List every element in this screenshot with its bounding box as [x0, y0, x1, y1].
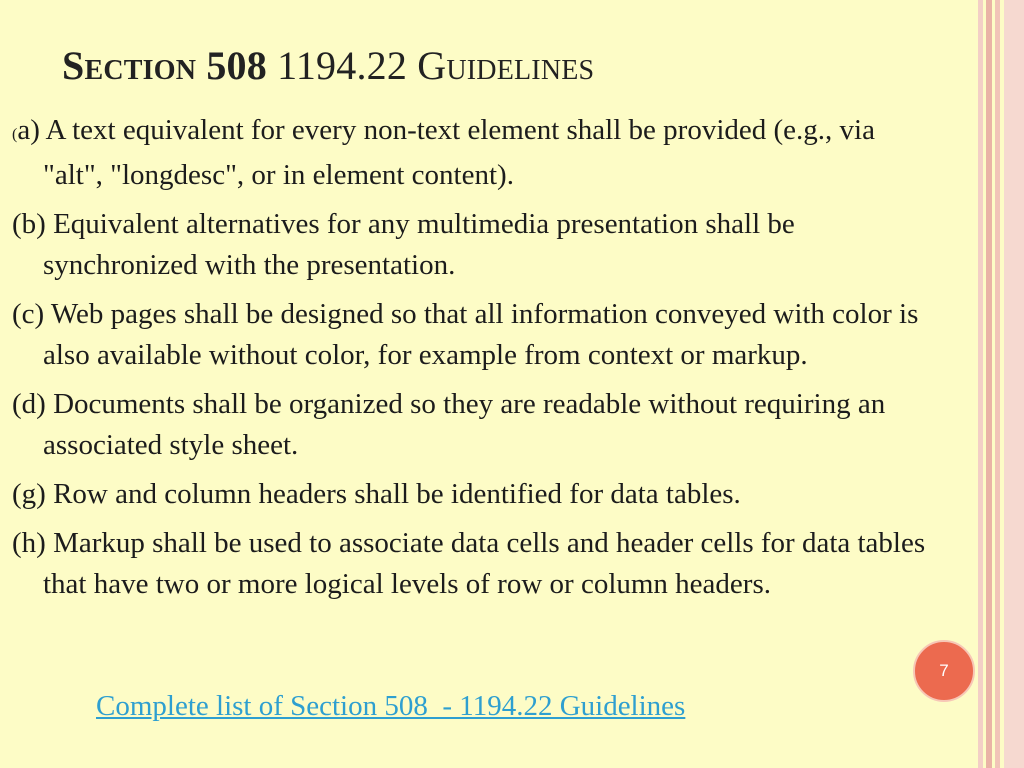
list-item	[12, 204, 942, 286]
list-item	[12, 110, 942, 196]
page-number-badge	[913, 640, 975, 702]
list-item	[12, 523, 942, 605]
complete-guidelines-link[interactable]: Complete list of Section 508 - 1194.22 Guidelines	[96, 690, 686, 722]
title-bold-part: Section 508	[62, 43, 267, 88]
decorative-side-stripes	[978, 0, 1024, 768]
slide-title	[62, 42, 594, 89]
item-text: (b) Equivalent alternatives for any multimedia presentation shall be synchronized with the presentation.	[12, 208, 795, 281]
page-number: 7	[939, 661, 949, 680]
item-text: (c) Web pages shall be designed so that all information conveyed with color is also available without color, for example from context or markup.	[12, 298, 919, 371]
item-text: a) A text equivalent for every non-text element shall be provided (e.g., via "alt", "longdesc", or in element content).	[17, 114, 875, 191]
list-item	[12, 294, 942, 376]
list-item	[12, 474, 942, 515]
item-prefix: (	[12, 126, 18, 143]
list-item	[12, 384, 942, 466]
title-regular-part: 1194.22 Guidelines	[277, 43, 595, 88]
item-text: (g) Row and column headers shall be identified for data tables.	[12, 478, 741, 510]
item-text: (d) Documents shall be organized so they are readable without requiring an associated style sheet.	[12, 388, 886, 461]
guidelines-list	[12, 110, 942, 613]
item-text: (h) Markup shall be used to associate data cells and header cells for data tables that have two or more logical levels of row or column headers.	[12, 527, 926, 600]
